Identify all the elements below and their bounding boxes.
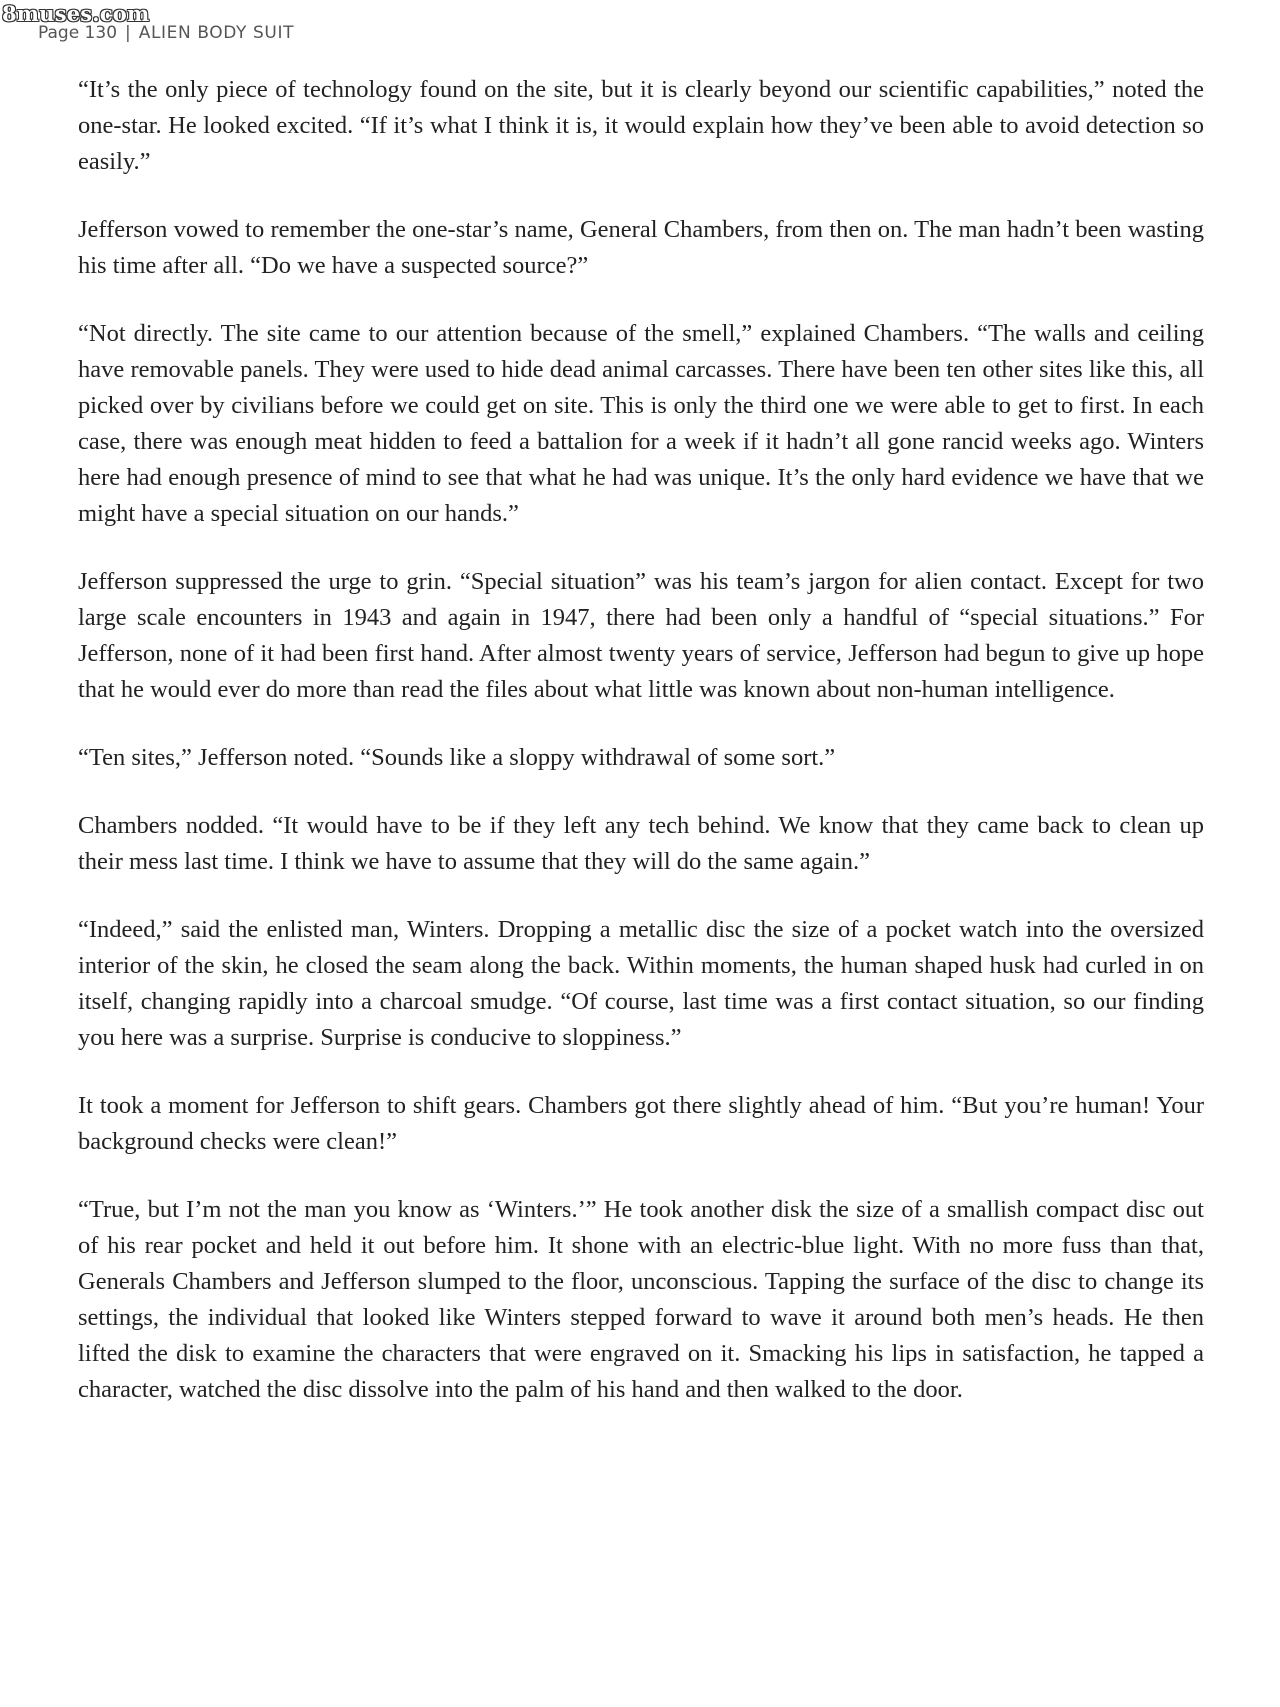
page-body bbox=[78, 72, 1204, 1440]
page-number-label: Page 130 bbox=[38, 23, 118, 43]
book-title: ALIEN BODY SUIT bbox=[138, 23, 295, 43]
paragraph: “It’s the only piece of technology found on the site, but it is clearly beyond our scientific capabilities,” noted the one-star. He looked excited. “If it’s what I think it is, it would explain how they’ve been able to avoid detection so easily.” bbox=[78, 76, 1204, 175]
running-header bbox=[38, 22, 294, 44]
paragraph: “Ten sites,” Jefferson noted. “Sounds like a sloppy withdrawal of some sort.” bbox=[78, 744, 836, 771]
paragraph: It took a moment for Jefferson to shift gears. Chambers got there slightly ahead of him. “But you’re human! Your background checks were clean!” bbox=[78, 1092, 1204, 1155]
paragraph: Chambers nodded. “It would have to be if they left any tech behind. We know that they came back to clean up their mess last time. I think we have to assume that they will do the same again.” bbox=[78, 812, 1204, 875]
header-separator: | bbox=[125, 23, 131, 43]
paragraph: Jefferson suppressed the urge to grin. “Special situation” was his team’s jargon for alien contact. Except for two large scale encounters in 1943 and again in 1947, there had been only a handful of “special situations.” For Jefferson, none of it had been first hand. After almost twenty years of service, Jefferson had begun to give up hope that he would ever do more than read the files about what little was known about non-human intelligence. bbox=[78, 568, 1204, 703]
paragraph: Jefferson vowed to remember the one-star’s name, General Chambers, from then on. The man hadn’t been wasting his time after all. “Do we have a suspected source?” bbox=[78, 216, 1204, 279]
site-watermark: 8muses.com bbox=[2, 1, 150, 26]
paragraph: “Not directly. The site came to our attention because of the smell,” explained Chambers. “The walls and ceiling have removable panels. They were used to hide dead animal carcasses. There have been ten other sites like this, all picked over by civilians before we could get on site. This is only the third one we were able to get to first. In each case, there was enough meat hidden to feed a battalion for a week if it hadn’t all gone rancid weeks ago. Winters here had enough presence of mind to see that what he had was unique. It’s the only hard evidence we have that we might have a special situation on our hands.” bbox=[78, 320, 1204, 527]
paragraph: “True, but I’m not the man you know as ‘Winters.’” He took another disk the size of a smallish compact disc out of his rear pocket and held it out before him. It shone with an electric-blue light. With no more fuss than that, Generals Chambers and Jefferson slumped to the floor, unconscious. Tapping the surface of the disc to change its settings, the individual that looked like Winters stepped forward to wave it around both men’s heads. He then lifted the disk to examine the characters that were engraved on it. Smacking his lips in satisfaction, he tapped a character, watched the disc dissolve into the palm of his hand and then walked to the door. bbox=[78, 1196, 1204, 1403]
paragraph: “Indeed,” said the enlisted man, Winters. Dropping a metallic disc the size of a pocket watch into the oversized interior of the skin, he closed the seam along the back. Within moments, the human shaped husk had curled in on itself, changing rapidly into a charcoal smudge. “Of course, last time was a first contact situation, so our finding you here was a surprise. Surprise is conducive to sloppiness.” bbox=[78, 916, 1204, 1051]
